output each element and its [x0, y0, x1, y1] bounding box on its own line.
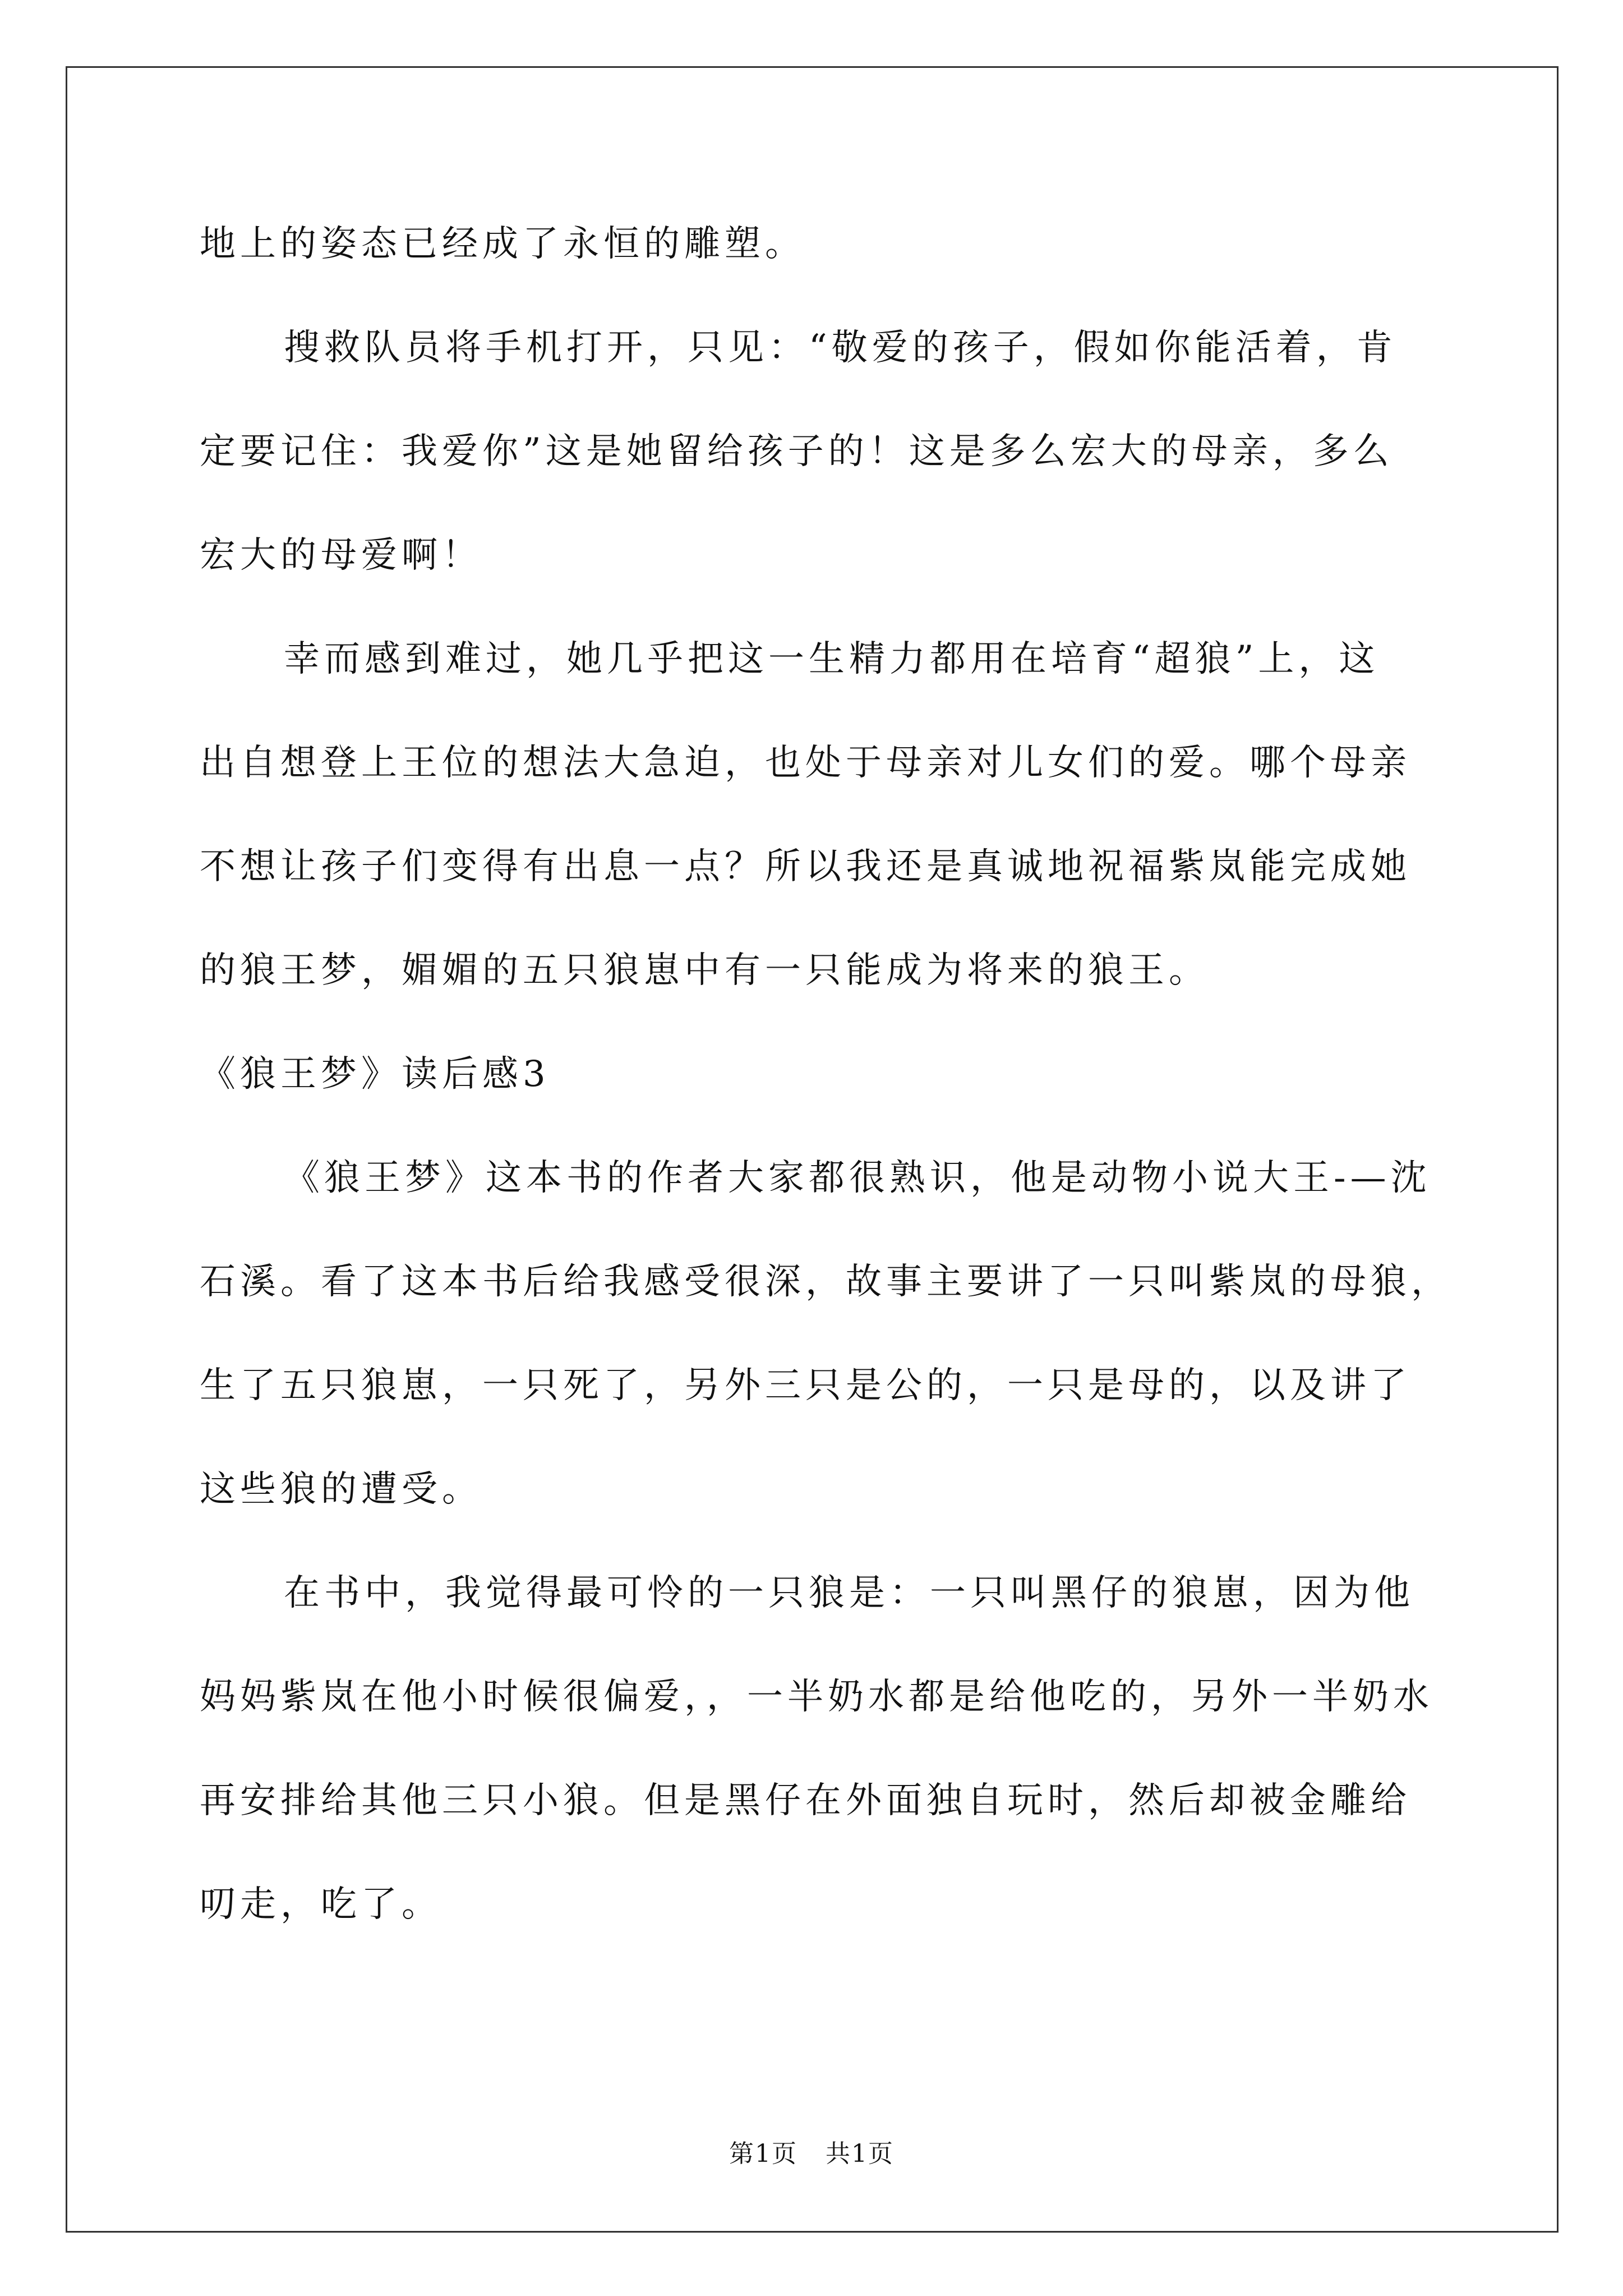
text-line: 幸而感到难过，她几乎把这一生精力都用在培育“超狼”上，这: [284, 638, 1380, 680]
text-line: 地上的姿态已经成了永恒的雕塑。: [200, 223, 805, 265]
text-line: 定要记住：我爱你”这是她留给孩子的！这是多么宏大的母亲，多么: [200, 431, 1394, 472]
text-line: 《狼王梦》这本书的作者大家都很熟识，他是动物小说大王-—沈: [284, 1157, 1431, 1199]
page-number-total: 共1页: [826, 2139, 894, 2168]
document-body: [200, 216, 1451, 1980]
text-line: 妈妈紫岚在他小时候很偏爱，，一半奶水都是给他吃的，另外一半奶水: [200, 1676, 1433, 1718]
text-line: 这些狼的遭受。: [200, 1469, 482, 1510]
page-number-current: 第1页: [729, 2139, 797, 2168]
text-line: 生了五只狼崽，一只死了，另外三只是公的，一只是母的，以及讲了: [200, 1365, 1411, 1406]
page-footer: [0, 2137, 1623, 2171]
text-line: 叨走，吃了。: [200, 1884, 442, 1925]
section-heading: 《狼王梦》读后感3: [200, 1053, 550, 1095]
text-line: 再安排给其他三只小狼。但是黑仔在外面独自玩时，然后却被金雕给: [200, 1780, 1411, 1821]
text-line: 不想让孩子们变得有出息一点？所以我还是真诚地祝福紫岚能完成她: [200, 846, 1411, 887]
text-line: 宏大的母爱啊！: [200, 535, 482, 576]
text-line: 在书中，我觉得最可怜的一只狼是：一只叫黑仔的狼崽，因为他: [284, 1572, 1414, 1614]
text-line: 出自想登上王位的想法大急迫，也处于母亲对儿女们的爱。哪个母亲: [200, 742, 1411, 784]
text-line: 石溪。看了这本书后给我感受很深，故事主要讲了一只叫紫岚的母狼，: [200, 1261, 1451, 1303]
text-line: 的狼王梦，媚媚的五只狼崽中有一只能成为将来的狼王。: [200, 950, 1209, 991]
text-line: 搜救队员将手机打开，只见：“敬爱的孩子，假如你能活着，肯: [284, 327, 1397, 369]
